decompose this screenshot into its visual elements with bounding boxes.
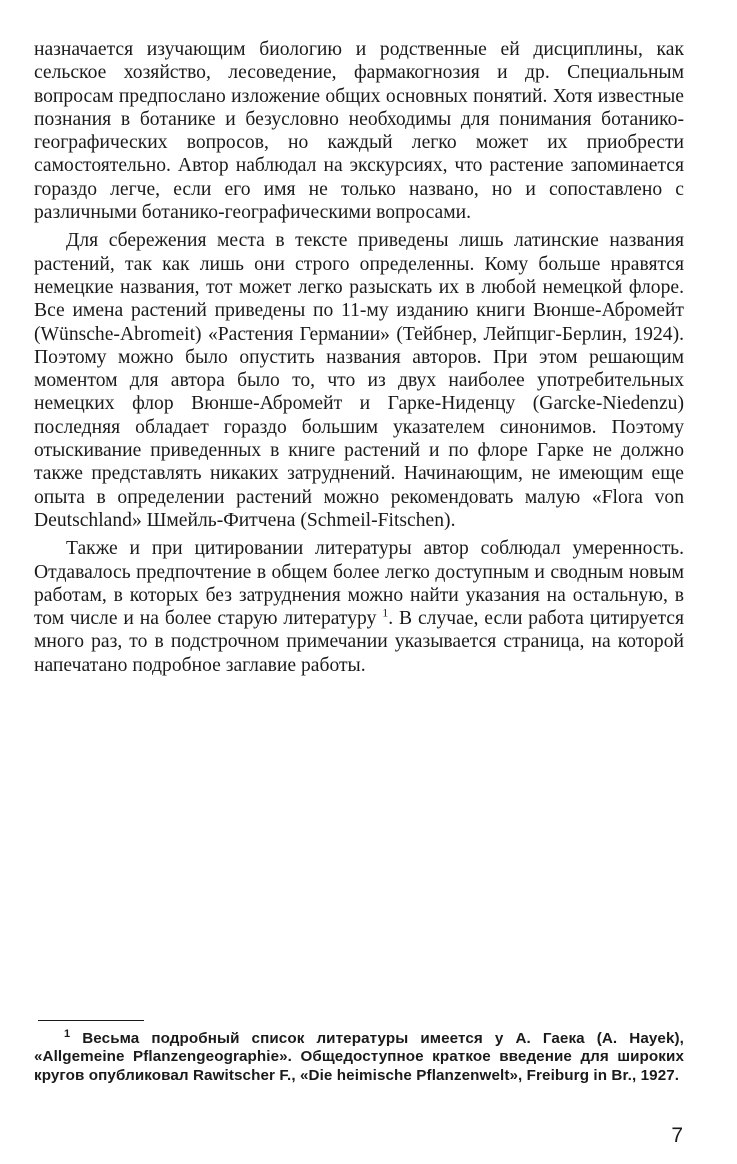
page-body xyxy=(34,38,684,677)
paragraph-plant-names: Для сбережения места в тексте приведены лишь латинские названия растений, так как лишь они строго определенны. Кому больше нравятся немецкие названия, тот может легко разыскать их в любой немецкой флоре. Все имена растений приведены по 11-му изданию книги Вюнше-Абромейт (Wünsche-Abromeit) «Растения Германии» (Тейбнер, Лейпциг-Берлин, 1924). Поэтому можно было опустить названия авторов. При этом решающим моментом для автора было то, что из двух наиболее употребительных немецких флор Вюнше-Абромейт и Гарке-Ниденцу (Garcke-Niedenzu) последняя обладает гораздо большим указателем синонимов. Поэтому отыскивание приведенных в книге растений и по флоре Гарке не должно также представлять никаких затруднений. Начинающим, не имеющим еще опыта в определении растений можно рекомендовать малую «Flora von Deutschland» Шмейль-Фитчена (Schmeil-Fitschen). xyxy=(34,230,684,531)
footnote-reference[interactable]: 1 xyxy=(382,605,389,620)
footnote xyxy=(34,1027,684,1085)
footnote-divider xyxy=(38,1020,144,1021)
paragraph-literature-text-2: . В случае, если работа цитируется много раз, то в подстрочном примечании указывается страница, на которой напечатано подробное заглавие работы. xyxy=(34,608,684,676)
paragraph-literature-text-1: Также и при цитировании литературы автор соблюдал умеренность. Отдавалось предпочтение в общем более легко доступным и сводным новым работам, в которых без затруднения можно найти указания на остальную, в том числе и на более старую литературу xyxy=(34,538,684,630)
paragraph-literature xyxy=(34,537,684,677)
paragraph-continuation: назначается изучающим биологию и родственные ей дисциплины, как сельское хозяйство, лесоведение, фармакогнозия и др. Специальным вопросам предпослано изложение общих основных понятий. Хотя известные познания в ботанике и безусловно необходимы для понимания ботанико-географических вопросов, но каждый легко может их приобрести самостоятельно. Автор наблюдал на экскурсиях, что растение запоминается гораздо легче, если его имя не только названо, но и сопоставлено с различными ботанико-географическими вопросами. xyxy=(34,39,684,224)
footnote-mark: 1 xyxy=(64,1027,71,1040)
footnote-text: Весьма подробный список литературы имеется у А. Гаека (A. Hayek), «Allgemeine Pflanzengeographie». Общедоступное краткое введение для широких кругов опубликовал Rawitscher F., «Die heimische Pflanzenwelt», Freiburg in Br., 1927. xyxy=(34,1030,684,1084)
page-number: 7 xyxy=(671,1124,683,1147)
